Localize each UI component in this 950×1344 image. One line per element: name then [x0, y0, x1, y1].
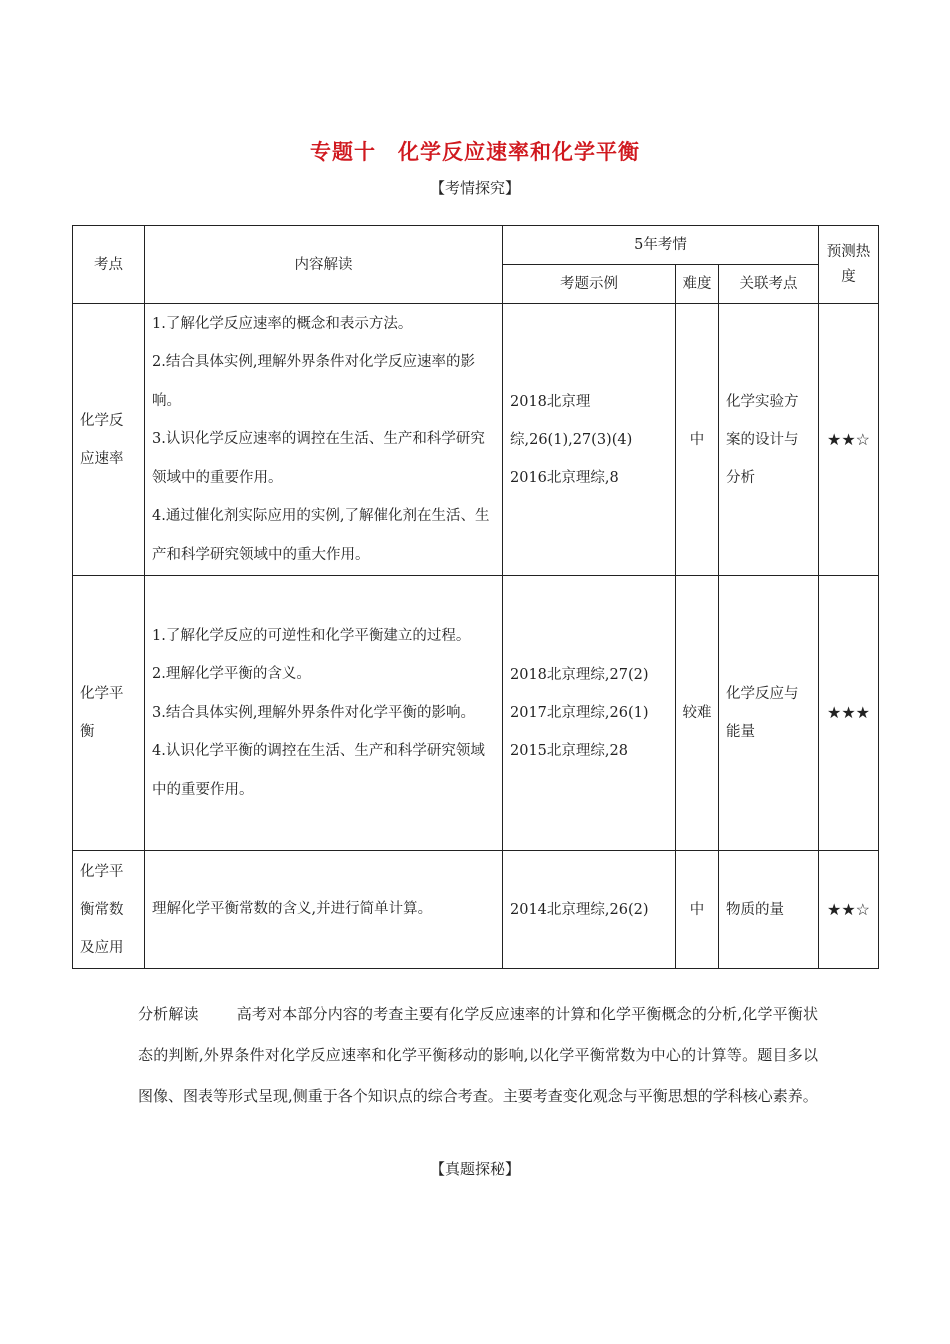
analysis-paragraph: [138, 994, 818, 1117]
exam-analysis-table: [72, 225, 879, 969]
content-item: 1.了解化学反应的可逆性和化学平衡建立的过程。: [152, 627, 471, 644]
cell-related: 物质的量: [719, 851, 819, 969]
cell-examples: [503, 851, 676, 969]
example-item: 2014北京理综,26(2): [510, 901, 649, 918]
content-item: 4.认识化学平衡的调控在生活、生产和科学研究领域中的重要作用。: [152, 743, 485, 798]
content-item: 2.理解化学平衡的含义。: [152, 666, 311, 683]
cell-forecast: ★★★: [819, 576, 879, 851]
analysis-label: 分析解读: [138, 1005, 199, 1023]
content-item: 3.认识化学反应速率的调控在生活、生产和科学研究领域中的重要作用。: [152, 431, 485, 486]
cell-examples: [503, 304, 676, 576]
header-content: 内容解读: [145, 226, 503, 304]
header-examples: 考题示例: [503, 265, 676, 304]
cell-content: [145, 576, 503, 851]
content-item: 3.结合具体实例,理解外界条件对化学平衡的影响。: [152, 704, 475, 721]
cell-examples: [503, 576, 676, 851]
section-heading-real-exam: 【真题探秘】: [429, 1160, 520, 1178]
example-item: 2017北京理综,26(1): [510, 705, 649, 721]
page-title: [0, 136, 950, 166]
content-item: 理解化学平衡常数的含义,并进行简单计算。: [152, 901, 433, 918]
cell-content: [145, 851, 503, 969]
title-part1: 专题十: [310, 140, 376, 164]
table-row: [73, 576, 879, 851]
header-related: 关联考点: [719, 265, 819, 304]
table-header-row: [73, 226, 879, 265]
section-heading-exam-analysis: 【考情探究】: [429, 179, 520, 197]
header-forecast: 预测热度: [819, 226, 879, 304]
analysis-text: 高考对本部分内容的考查主要有化学反应速率的计算和化学平衡概念的分析,化学平衡状态的判断,外界条件对化学反应速率和化学平衡移动的影响,以化学平衡常数为中心的计算等。题目多以图像、图表等形式呈现,侧重于各个知识点的综合考查。主要考查变化观念与平衡思想的学科核心素养。: [138, 1005, 818, 1105]
cell-content: [145, 304, 503, 576]
cell-point: 化学平衡: [73, 576, 145, 851]
header-difficulty: 难度: [676, 265, 719, 304]
table-row: [73, 304, 879, 576]
cell-forecast: ★★☆: [819, 304, 879, 576]
cell-difficulty: 中: [676, 851, 719, 969]
header-point: 考点: [73, 226, 145, 304]
example-item: 2015北京理综,28: [510, 743, 628, 759]
title-part2: 化学反应速率和化学平衡: [398, 140, 640, 164]
example-item: 2016北京理综,8: [510, 469, 619, 486]
example-item: 2018北京理综,27(2): [510, 667, 649, 683]
cell-point: 化学反应速率: [73, 304, 145, 576]
example-item: 2018北京理综,26(1),27(3)(4): [510, 393, 633, 448]
cell-difficulty: 中: [676, 304, 719, 576]
cell-difficulty: 较难: [676, 576, 719, 851]
cell-point: 化学平衡常数及应用: [73, 851, 145, 969]
cell-forecast: ★★☆: [819, 851, 879, 969]
content-item: 4.通过催化剂实际应用的实例,了解催化剂在生活、生产和科学研究领域中的重大作用。: [152, 508, 490, 563]
content-item: 2.结合具体实例,理解外界条件对化学反应速率的影响。: [152, 354, 475, 409]
cell-related: 化学反应与能量: [719, 576, 819, 851]
content-item: 1.了解化学反应速率的概念和表示方法。: [152, 315, 413, 332]
table-row: [73, 851, 879, 969]
cell-related: 化学实验方案的设计与分析: [719, 304, 819, 576]
header-five-year: 5年考情: [503, 226, 819, 265]
